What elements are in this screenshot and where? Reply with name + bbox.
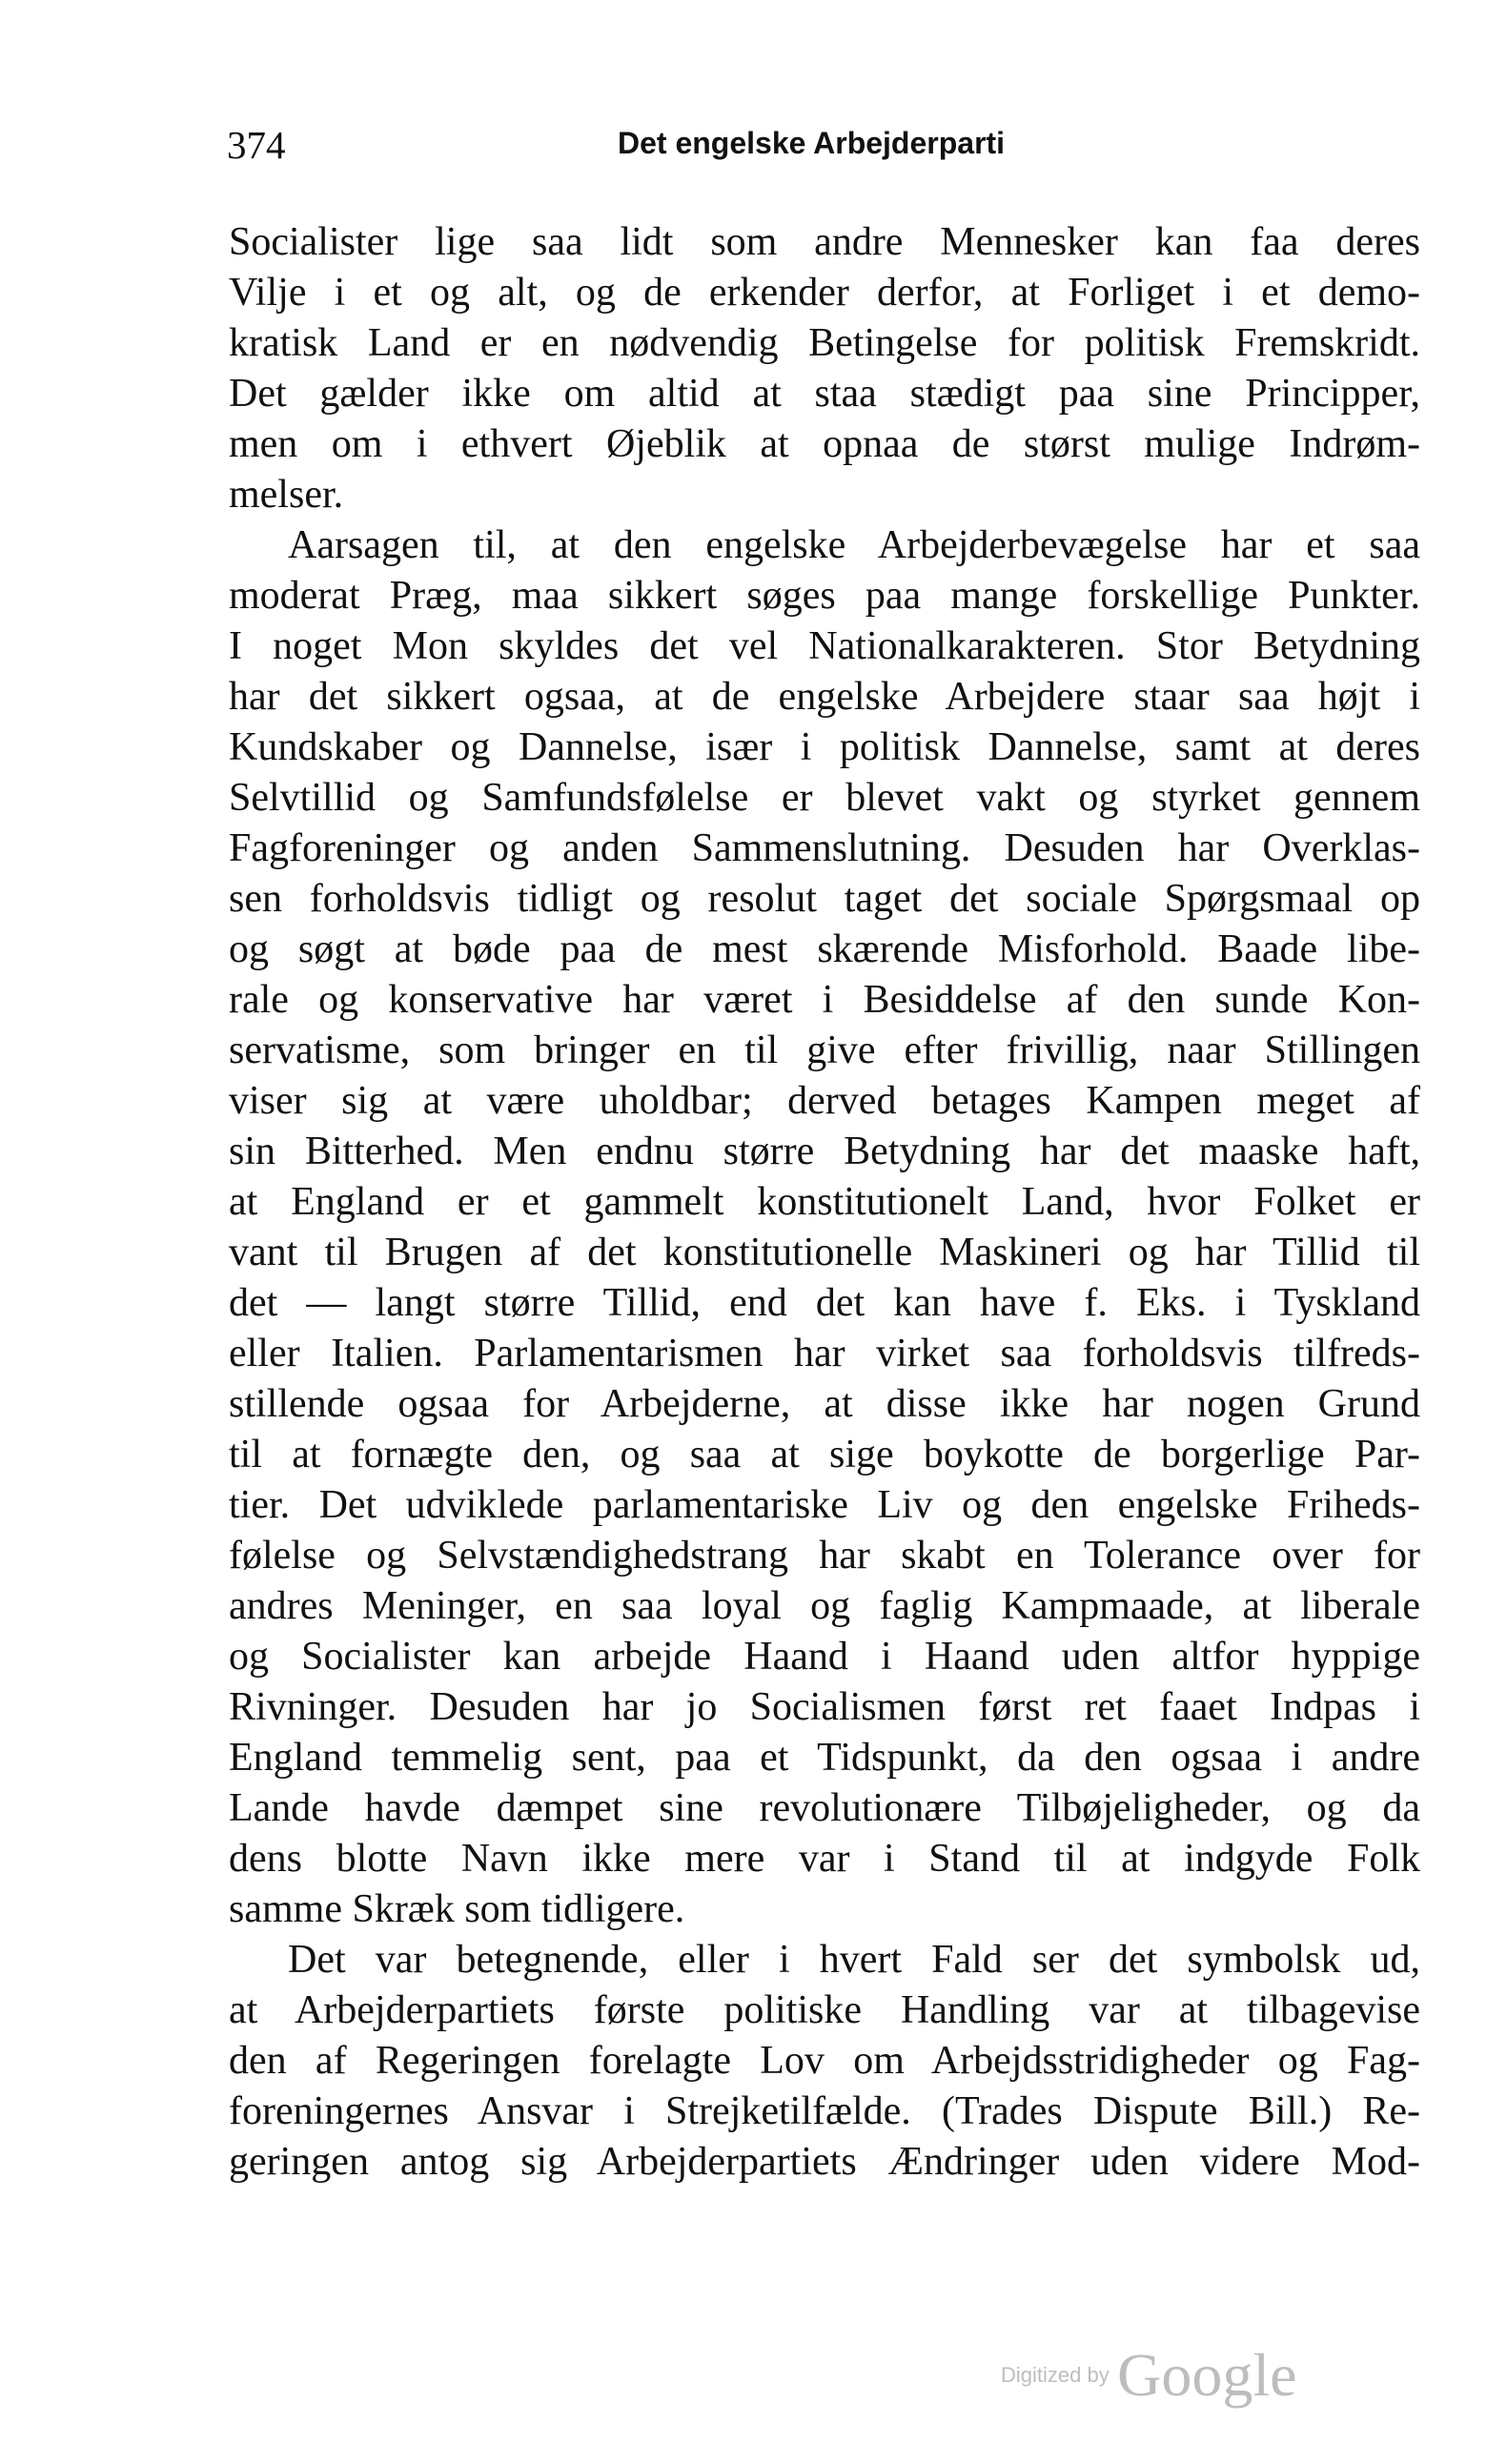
page-number: 374	[227, 123, 286, 167]
text-line: I noget Mon skyldes det vel Nationalkarakteren. Stor Betydning	[229, 624, 1420, 668]
text-line: Socialister lige saa lidt som andre Mennesker kan faa deres	[229, 220, 1420, 264]
text-line: til at fornægte den, og saa at sige boykotte de borgerlige Par-	[229, 1433, 1420, 1476]
text-line: det — langt større Tillid, end det kan have f. Eks. i Tyskland	[229, 1281, 1420, 1325]
watermark-prefix: Digitized by	[1001, 2363, 1110, 2387]
text-line: sin Bitterhed. Men endnu større Betydning har det maaske haft,	[229, 1130, 1420, 1173]
text-line: kratisk Land er en nødvendig Betingelse for politisk Fremskridt.	[229, 321, 1420, 365]
text-line: vant til Brugen af det konstitutionelle Maskineri og har Tillid til	[229, 1231, 1420, 1274]
text-line: geringen antog sig Arbejderpartiets Ændringer uden videre Mod-	[229, 2140, 1420, 2184]
text-line: at England er et gammelt konstitutionelt Land, hvor Folket er	[229, 1180, 1420, 1224]
page-header	[227, 122, 1428, 179]
text-line: dens blotte Navn ikke mere var i Stand til at indgyde Folk	[229, 1837, 1420, 1881]
text-line: den af Regeringen forelagte Lov om Arbejdsstridigheder og Fag-	[229, 2039, 1420, 2083]
text-line: og Socialister kan arbejde Haand i Haand uden altfor hyppige	[229, 1635, 1420, 1679]
text-line: England temmelig sent, paa et Tidspunkt, da den ogsaa i andre	[229, 1736, 1420, 1780]
text-line: Kundskaber og Dannelse, især i politisk Dannelse, samt at deres	[229, 725, 1420, 769]
text-line: Vilje i et og alt, og de erkender derfor, at Forliget i et demo-	[229, 271, 1420, 315]
text-line: og søgt at bøde paa de mest skærende Misforhold. Baade libe-	[229, 927, 1420, 971]
text-line: tier. Det udviklede parlamentariske Liv og den engelske Friheds-	[229, 1483, 1420, 1527]
text-line: stillende ogsaa for Arbejderne, at disse ikke har nogen Grund	[229, 1382, 1420, 1426]
text-line: melser.	[229, 473, 344, 517]
text-line: sen forholdsvis tidligt og resolut taget det sociale Spørgsmaal op	[229, 877, 1420, 921]
text-line: andres Meninger, en saa loyal og faglig Kampmaade, at liberale	[229, 1584, 1420, 1628]
text-line: at Arbejderpartiets første politiske Handling var at tilbagevise	[229, 1988, 1420, 2032]
text-line: Aarsagen til, at den engelske Arbejderbevægelse har et saa	[288, 523, 1420, 567]
running-head: Det engelske Arbejderparti	[618, 126, 1006, 160]
text-line: Rivninger. Desuden har jo Socialismen først ret faaet Indpas i	[229, 1685, 1420, 1729]
text-line: Fagforeninger og anden Sammenslutning. Desuden har Overklas-	[229, 826, 1420, 870]
text-line: følelse og Selvstændighedstrang har skabt en Tolerance over for	[229, 1534, 1420, 1578]
text-line: samme Skræk som tidligere.	[229, 1887, 685, 1931]
text-line: har det sikkert ogsaa, at de engelske Arbejdere staar saa højt i	[229, 675, 1420, 719]
text-line: servatisme, som bringer en til give efter frivillig, naar Stillingen	[229, 1028, 1420, 1072]
text-line: Det gælder ikke om altid at staa stædigt paa sine Principper,	[229, 372, 1420, 416]
text-line: rale og konservative har været i Besiddelse af den sunde Kon-	[229, 978, 1420, 1022]
text-line: Det var betegnende, eller i hvert Fald ser det symbolsk ud,	[288, 1938, 1420, 1982]
text-line: Selvtillid og Samfundsfølelse er blevet vakt og styrket gennem	[229, 776, 1420, 820]
text-line: moderat Præg, maa sikkert søges paa mange forskellige Punkter.	[229, 574, 1420, 618]
text-line: viser sig at være uholdbar; derved betages Kampen meget af	[229, 1079, 1420, 1123]
text-line: men om i ethvert Øjeblik at opnaa de størst mulige Indrøm-	[229, 422, 1420, 466]
watermark-brand: Google	[1117, 2341, 1297, 2409]
text-line: foreningernes Ansvar i Strejketilfælde. (Trades Dispute Bill.) Re-	[229, 2089, 1420, 2133]
body-text	[229, 217, 1420, 2188]
digitized-watermark	[1001, 2340, 1297, 2411]
text-line: eller Italien. Parlamentarismen har virket saa forholdsvis tilfreds-	[229, 1332, 1420, 1375]
text-line: Lande havde dæmpet sine revolutionære Tilbøjeligheder, og da	[229, 1786, 1420, 1830]
